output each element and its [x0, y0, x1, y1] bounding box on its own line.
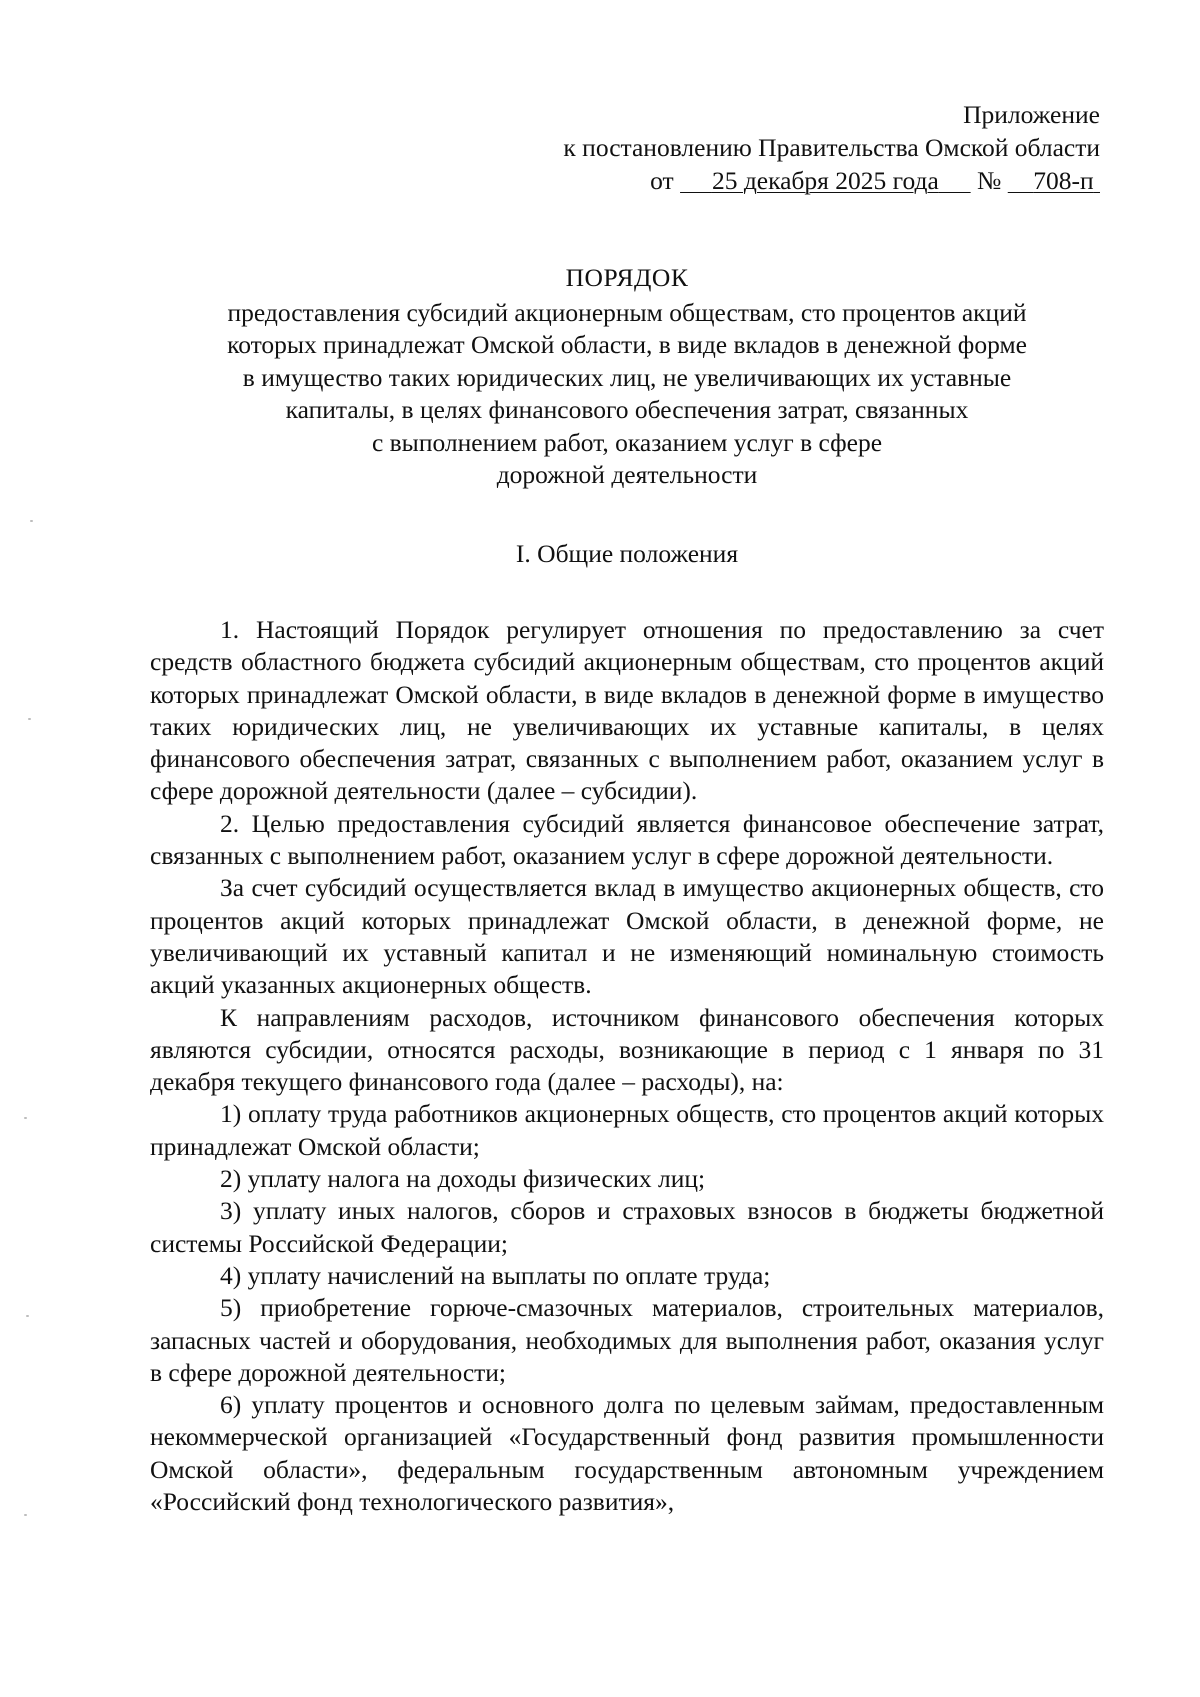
title-line: в имущество таких юридических лиц, не увеличивающих их уставные [242, 362, 1012, 392]
title-line: капиталы, в целях финансового обеспечения затрат, связанных [285, 395, 969, 424]
list-item: 4) уплату начислений на выплаты по оплате труда; [220, 1260, 771, 1290]
scan-speck [24, 1514, 27, 1516]
number-sign: № [977, 166, 1002, 195]
title-line: которых принадлежат Омской области, в виде вкладов в денежной форме [227, 330, 1027, 359]
title-main: ПОРЯДОК [565, 263, 689, 292]
paragraph: К направлениям расходов, источником финансового обеспечения которых являются субсидии, относятся расходы, возникающие в период с 1 января по 31 декабря текущего финансового года (далее – расходы), на: [150, 1002, 1104, 1097]
appendix-header [563, 98, 1100, 197]
appendix-date-line [563, 164, 1100, 197]
list-item: 6) уплату процентов и основного долга по целевым займам, предоставленным некоммерческой организацией «Государственный фонд развития промышленности Омской области», федеральным государственным автономным учреждением «Российский фонд технологического развития», [150, 1390, 1104, 1517]
appendix-label: Приложение [963, 100, 1100, 129]
paragraph: 1. Настоящий Порядок регулирует отношения по предоставлению за счет средств областного бюджета субсидий акционерным обществам, сто процентов акций которых принадлежат Омской области, в виде вкладов в денежной форме в имущество таких юридических лиц, не увеличивающих их уставные капиталы, в целях финансового обеспечения затрат, связанных с выполнением работ, оказанием услуг в сфере дорожной деятельности (далее – субсидии). [150, 615, 1104, 806]
paragraph: За счет субсидий осуществляется вклад в имущество акционерных обществ, сто процентов акций которых принадлежат Омской области, в денежной форме, не увеличивающий их уставный капитал и не изменяющий номинальную стоимость акций указанных акционерных обществ. [150, 873, 1104, 1000]
section-body [150, 614, 1104, 1518]
title-line: дорожной деятельности [496, 460, 758, 489]
date-field [680, 166, 971, 195]
title-line: с выполнением работ, оказанием услуг в сфере [371, 427, 883, 457]
list-item: 2) уплату налога на доходы физических лиц; [220, 1164, 706, 1194]
document-title [150, 262, 1104, 492]
appendix-reference: к постановлению Правительства Омской области [563, 133, 1100, 162]
list-item: 5) приобретение горюче-смазочных материалов, строительных материалов, запасных частей и оборудования, необходимых для выполнения работ, оказания услуг в сфере дорожной деятельности; [150, 1293, 1104, 1387]
scan-speck [24, 1117, 27, 1119]
scan-speck [26, 1315, 29, 1317]
paragraph: 2. Целью предоставления субсидий является финансовое обеспечение затрат, связанных с выполнением работ, оказанием услуг в сфере дорожной деятельности. [150, 808, 1104, 871]
list-item: 3) уплату иных налогов, сборов и страховых взносов в бюджеты бюджетной системы Российской Федерации; [150, 1196, 1104, 1258]
date-prefix: от [650, 166, 674, 195]
list-item: 1) оплату труда работников акционерных обществ, сто процентов акций которых принадлежат Омской области; [150, 1099, 1104, 1161]
number-field [1008, 166, 1100, 195]
scan-speck [28, 718, 31, 720]
date-value: 25 декабря 2025 года [711, 166, 939, 195]
title-line: предоставления субсидий акционерным обществам, сто процентов акций [227, 297, 1027, 327]
number-value: 708-п [1033, 166, 1094, 195]
section-heading: I. Общие положения [515, 539, 739, 568]
scan-speck [30, 520, 33, 522]
